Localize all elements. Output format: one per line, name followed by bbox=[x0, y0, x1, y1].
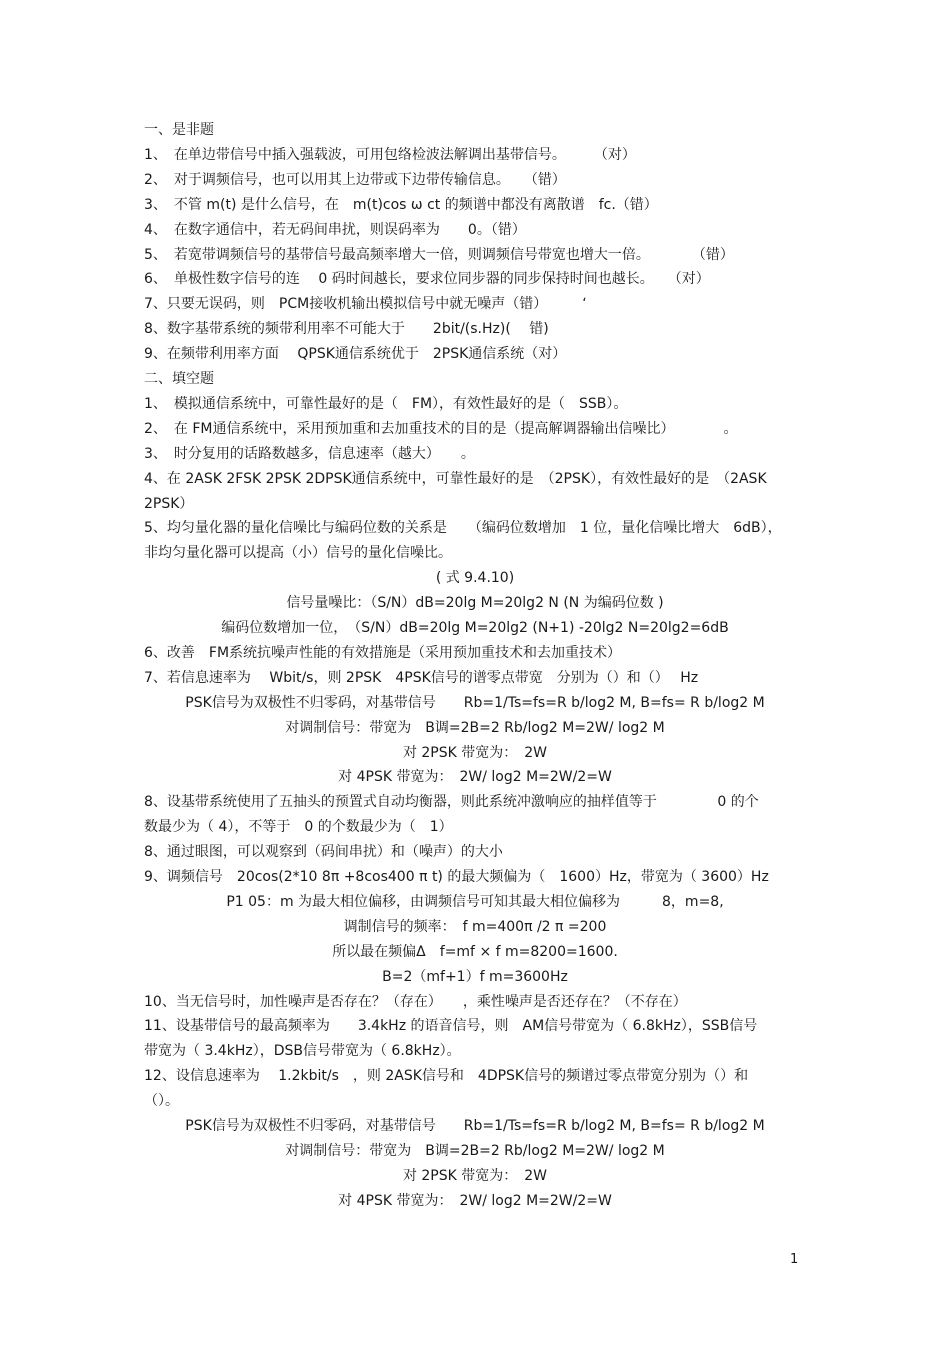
text-line: 7、只要无误码，则 PCM接收机输出模拟信号中就无噪声（错） ‘ bbox=[144, 296, 587, 312]
text-line: 信号量噪比：（S/N）dB=20lg M=20lg2 N (N 为编码位数 ) bbox=[286, 595, 664, 611]
text-line: 对 2PSK 带宽为： 2W bbox=[402, 1168, 548, 1184]
text-line: 2、 在 FM通信系统中，采用预加重和去加重技术的目的是（提高解调器输出信噪比） 。 bbox=[144, 421, 738, 437]
text-line: 对 4PSK 带宽为： 2W/ log2 M=2W/2=W bbox=[338, 769, 612, 785]
text-line: 带宽为（ 3.4kHz），DSB信号带宽为（ 6.8kHz）。 bbox=[144, 1043, 461, 1059]
text-line: 2PSK） bbox=[144, 496, 194, 512]
text-line: 4、 在数字通信中，若无码间串扰，则误码率为 0。（错） bbox=[144, 222, 526, 238]
text-line: 12、设信息速率为 1.2kbit/s ，则 2ASK信号和 4DPSK信号的频谱过零点带宽分别为（）和 bbox=[144, 1068, 749, 1084]
text-line: （）。 bbox=[144, 1093, 179, 1109]
text-line: 2、 对于调频信号，也可以用其上边带或下边带传输信息。 （错） bbox=[144, 172, 566, 188]
text-line: PSK信号为双极性不归零码，对基带信号 Rb=1/Ts=fs=R b/log2 M, B=fs= R b/log2 M bbox=[185, 1118, 765, 1134]
text-line: 二、填空题 bbox=[144, 371, 214, 387]
text-line: 8、通过眼图，可以观察到（码间串扰）和（噪声）的大小 bbox=[144, 844, 503, 860]
text-line: 一、是非题 bbox=[144, 122, 214, 138]
text-line: 7、若信息速率为 Wbit/s，则 2PSK 4PSK信号的谱零点带宽 分别为（）和（） Hz bbox=[144, 670, 699, 686]
text-line: 1、 在单边带信号中插入强载波，可用包络检波法解调出基带信号。 （对） bbox=[144, 147, 636, 163]
text-line: 5、 若宽带调频信号的基带信号最高频率增大一倍，则调频信号带宽也增大一倍。 （错） bbox=[144, 247, 734, 263]
text-line: 调制信号的频率： f m=400π /2 π =200 bbox=[343, 919, 607, 935]
text-line: 对 4PSK 带宽为： 2W/ log2 M=2W/2=W bbox=[338, 1193, 612, 1209]
text-line: 3、 不管 m(t) 是什么信号，在 m(t)cos ω ct 的频谱中都没有离散谱 fc.（错） bbox=[144, 197, 658, 213]
text-line: 1、 模拟通信系统中，可靠性最好的是（ FM），有效性最好的是（ SSB）。 bbox=[144, 396, 628, 412]
text-line: 9、在频带利用率方面 QPSK通信系统优于 2PSK通信系统（对） bbox=[144, 346, 567, 362]
text-line: 对 2PSK 带宽为： 2W bbox=[402, 745, 548, 761]
text-line: 数最少为（ 4），不等于 0 的个数最少为（ 1） bbox=[144, 819, 453, 835]
text-line: 9、调频信号 20cos(2*10 8π +8cos400 π t) 的最大频偏为（ 1600）Hz，带宽为（ 3600）Hz bbox=[144, 869, 769, 885]
text-line: 8、设基带系统使用了五抽头的预置式自动均衡器，则此系统冲激响应的抽样值等于 0 的个 bbox=[144, 794, 759, 810]
text-line: 5、均匀量化器的量化信噪比与编码位数的关系是 （编码位数增加 1 位，量化信噪比增大 6dB）， bbox=[144, 520, 782, 536]
text-line: PSK信号为双极性不归零码，对基带信号 Rb=1/Ts=fs=R b/log2 M, B=fs= R b/log2 M bbox=[185, 695, 765, 711]
text-line: 4、在 2ASK 2FSK 2PSK 2DPSK通信系统中，可靠性最好的是 （2PSK），有效性最好的是 （2ASK bbox=[144, 471, 767, 487]
text-line: 3、 时分复用的话路数越多，信息速率（越大） 。 bbox=[144, 446, 475, 462]
text-line: 编码位数增加一位， （S/N）dB=20lg M=20lg2 (N+1) -20lg2 N=20lg2=6dB bbox=[221, 620, 729, 636]
text-line: 8、数字基带系统的频带利用率不可能大于 2bit/(s.Hz)( 错) bbox=[144, 321, 549, 337]
page-number: 1 bbox=[790, 1252, 799, 1267]
text-line: 11、设基带信号的最高频率为 3.4kHz 的语音信号，则 AM信号带宽为（ 6.8kHz），SSB信号 bbox=[144, 1018, 758, 1034]
text-line: B=2（mf+1）f m=3600Hz bbox=[382, 969, 568, 985]
text-line: 6、改善 FM系统抗噪声性能的有效措施是（采用预加重技术和去加重技术） bbox=[144, 645, 622, 661]
text-line: 6、 单极性数字信号的连 0 码时间越长，要求位同步器的同步保持时间也越长。 （对） bbox=[144, 271, 710, 287]
text-line: ( 式 9.4.10) bbox=[435, 570, 515, 586]
text-line: 对调制信号：带宽为 B调=2B=2 Rb/log2 M=2W/ log2 M bbox=[285, 1143, 665, 1159]
text-line: 对调制信号：带宽为 B调=2B=2 Rb/log2 M=2W/ log2 M bbox=[285, 720, 665, 736]
text-line: 非均匀量化器可以提高（小）信号的量化信噪比。 bbox=[144, 545, 452, 561]
text-line: 所以最在频偏Δ f=mf × f m=8200=1600. bbox=[332, 944, 618, 960]
text-line: P1 05：m 为最大相位偏移，由调频信号可知其最大相位偏移为 8，m=8, bbox=[226, 894, 724, 910]
text-line: 10、当无信号时，加性噪声是否存在？（存在） ，乘性噪声是否还存在？（不存在） bbox=[144, 994, 687, 1010]
